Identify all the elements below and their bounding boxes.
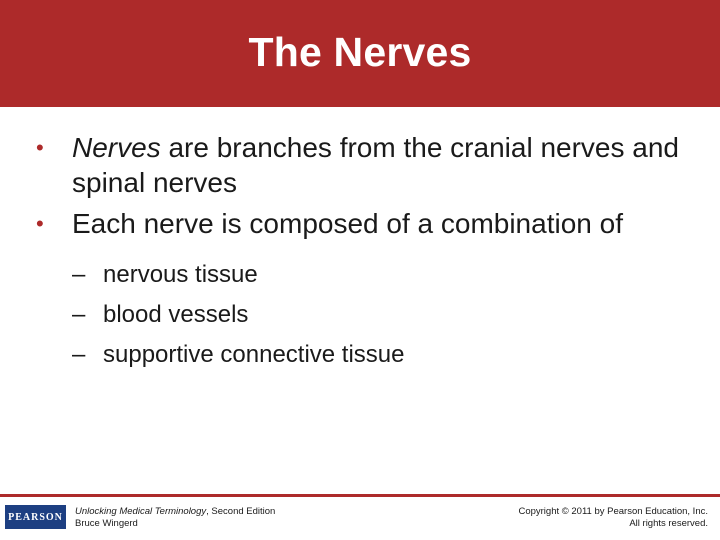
- slide-title: The Nerves: [248, 29, 472, 75]
- sub-item-text: supportive connective tissue: [103, 341, 405, 368]
- book-title: Unlocking Medical Terminology: [75, 506, 207, 517]
- book-title-line: [75, 506, 275, 518]
- sub-list-item: [28, 255, 708, 295]
- footer-book-info: [75, 506, 275, 530]
- title-bar: [0, 0, 720, 107]
- bullet-text: Each nerve is composed of a combination of: [72, 208, 623, 239]
- bullet-item: [28, 206, 708, 241]
- dash-icon: –: [72, 261, 86, 288]
- footer-copyright: [518, 506, 708, 530]
- bullet-icon: •: [36, 135, 44, 160]
- bullet-body: are branches from the cranial nerves and spinal nerves: [72, 132, 679, 198]
- rights-text: All rights reserved.: [629, 518, 708, 529]
- bullet-text: [72, 132, 679, 198]
- sub-list-item: [28, 295, 708, 335]
- sub-item-text: nervous tissue: [103, 261, 258, 288]
- bullet-item: [28, 130, 708, 200]
- bullet-icon: •: [36, 211, 44, 236]
- bullet-italic-lead: Nerves: [72, 132, 161, 163]
- book-edition: , Second Edition: [206, 506, 276, 517]
- sub-item-text: blood vessels: [103, 301, 249, 328]
- footer-divider: [0, 494, 720, 497]
- slide-content: [28, 130, 708, 375]
- sub-list: [28, 255, 708, 375]
- pearson-logo: PEARSON: [5, 505, 66, 529]
- sub-list-item: [28, 335, 708, 375]
- dash-icon: –: [72, 301, 86, 328]
- dash-icon: –: [72, 341, 86, 368]
- copyright-text: Copyright © 2011 by Pearson Education, Inc.: [518, 506, 708, 517]
- book-author: Bruce Wingerd: [75, 518, 138, 529]
